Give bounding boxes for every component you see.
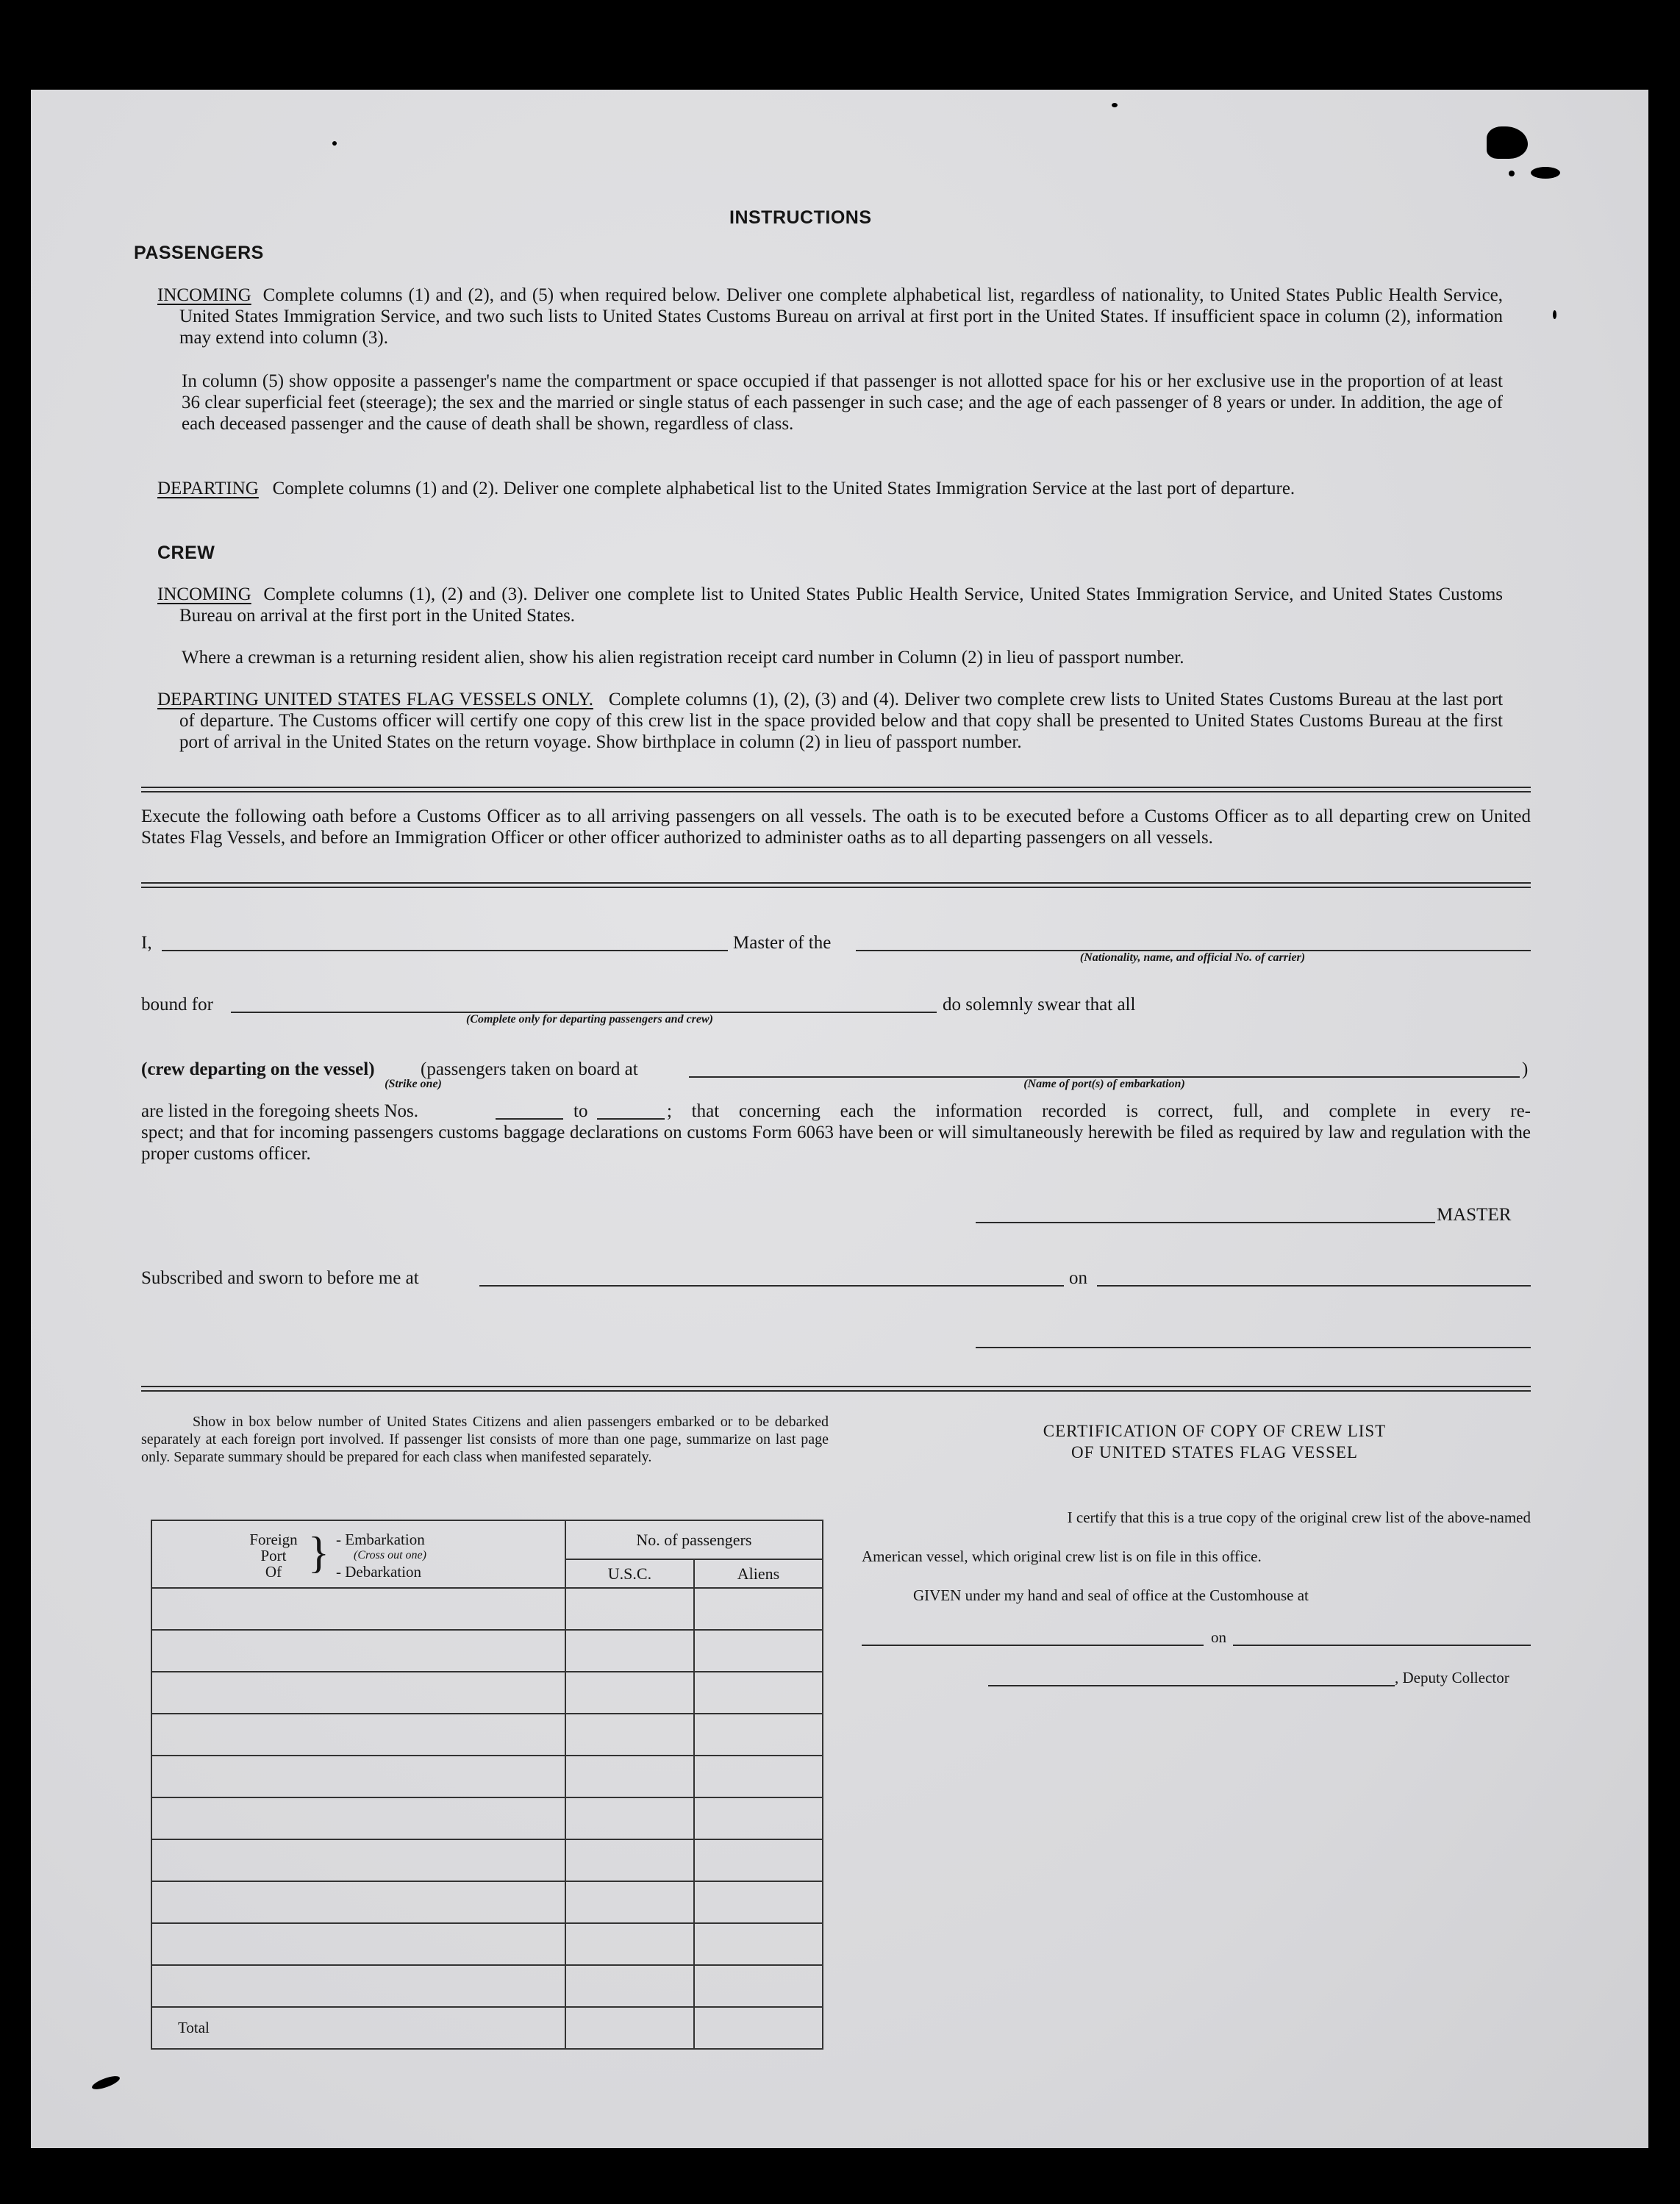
ink-blot xyxy=(1487,126,1528,159)
usc-cell[interactable] xyxy=(565,1965,694,2007)
certification-title-line2: OF UNITED STATES FLAG VESSEL xyxy=(1071,1443,1358,1461)
given-line: GIVEN under my hand and seal of office at the Customhouse at xyxy=(913,1586,1309,1604)
passengers-heading: PASSENGERS xyxy=(134,243,264,263)
ink-speck xyxy=(1553,310,1556,319)
crew-heading: CREW xyxy=(157,543,215,563)
subscribed-label: Subscribed and sworn to before me at xyxy=(141,1268,419,1288)
listed-rest: spect; and that for incoming passengers customs baggage declarations on customs Form 6063 have been or will simultaneously herewith be filed as required by law and regulation with the proper customs officer. xyxy=(141,1123,1531,1164)
port-cell[interactable] xyxy=(151,1672,565,1714)
usc-header: U.S.C. xyxy=(565,1559,694,1588)
oath-instructions: Execute the following oath before a Customs Officer as to all arriving passengers on all vessels. The oath is to be executed before a Customs Officer as to all departing crew on United States Flag Vessels, and before an Immigration Officer or other officer authorized to administer oaths as to all departing passengers on all vessels. xyxy=(141,806,1531,848)
to-label: to xyxy=(573,1101,588,1121)
crewman-paragraph: Where a crewman is a returning resident alien, show his alien registration receipt card number in Column (2) in lieu of passport number. xyxy=(182,648,1184,668)
aliens-cell[interactable] xyxy=(694,1797,823,1839)
port-cell[interactable] xyxy=(151,1839,565,1881)
aliens-total-cell[interactable] xyxy=(694,2007,823,2049)
crew-incoming-label: INCOMING xyxy=(157,584,251,604)
certification-title xyxy=(906,1420,1523,1463)
listed-prefix: are listed in the foregoing sheets Nos. xyxy=(141,1101,418,1121)
divider xyxy=(141,1386,1531,1392)
listed-suffix: ; that concerning each the information recorded is correct, full, and complete in every re- xyxy=(667,1101,1531,1121)
usc-cell[interactable] xyxy=(565,1839,694,1881)
port-cell[interactable] xyxy=(151,1756,565,1797)
ink-speck xyxy=(1509,171,1515,176)
ink-speck xyxy=(332,141,337,146)
usc-cell[interactable] xyxy=(565,1923,694,1965)
aliens-cell[interactable] xyxy=(694,1923,823,1965)
customhouse-field[interactable] xyxy=(862,1645,1204,1646)
oath-i-label: I, xyxy=(141,933,152,953)
port-cell[interactable] xyxy=(151,1923,565,1965)
port-cell[interactable] xyxy=(151,1588,565,1630)
instructions-title: INSTRUCTIONS xyxy=(729,207,872,228)
port-cell[interactable] xyxy=(151,1797,565,1839)
column5-paragraph: In column (5) show opposite a passenger's name the compartment or space occupied if that passenger is not allotted space for his or her exclusive use in the proportion of at least 36 clear superficial feet (steerage); the sex and the married or single status of each passenger in such case; and the age of each passenger of 8 years or under. In addition, the age of each deceased passenger and the cause of death shall be shown, regardless of class. xyxy=(182,371,1503,434)
total-label: Total xyxy=(151,2007,565,2049)
passengers-taken-option[interactable]: (passengers taken on board at xyxy=(421,1059,638,1079)
carrier-hint: (Nationality, name, and official No. of carrier) xyxy=(1079,951,1306,964)
aliens-cell[interactable] xyxy=(694,1839,823,1881)
aliens-cell[interactable] xyxy=(694,1588,823,1630)
certification-title-line1: CERTIFICATION OF COPY OF CREW LIST xyxy=(1043,1422,1387,1440)
aliens-cell[interactable] xyxy=(694,1965,823,2007)
listed-line xyxy=(141,1101,418,1122)
debarkation-option[interactable]: - Debarkation xyxy=(336,1563,422,1581)
strike-hint: (Strike one) xyxy=(385,1078,442,1090)
foreign-port-header xyxy=(151,1520,565,1588)
departing-label: DEPARTING xyxy=(157,479,259,498)
usc-cell[interactable] xyxy=(565,1672,694,1714)
usc-cell[interactable] xyxy=(565,1756,694,1797)
port-label: Port xyxy=(260,1547,287,1564)
crew-departing-option[interactable] xyxy=(141,1059,375,1080)
bound-for-label: bound for xyxy=(141,995,213,1015)
usc-cell[interactable] xyxy=(565,1797,694,1839)
usc-total-cell[interactable] xyxy=(565,2007,694,2049)
ink-blot xyxy=(1531,167,1560,179)
port-cell[interactable] xyxy=(151,1965,565,2007)
sheet-to-field[interactable] xyxy=(597,1118,665,1120)
master-name-field[interactable] xyxy=(162,950,728,951)
divider xyxy=(141,787,1531,792)
crew-departing-bold: (crew departing on the vessel) xyxy=(141,1059,375,1079)
aliens-cell[interactable] xyxy=(694,1714,823,1756)
sworn-date-field[interactable] xyxy=(1097,1285,1531,1287)
sheet-from-field[interactable] xyxy=(496,1118,563,1120)
aliens-cell[interactable] xyxy=(694,1756,823,1797)
port-cell[interactable] xyxy=(151,1881,565,1923)
departing-flag-label: DEPARTING UNITED STATES FLAG VESSELS ONLY. xyxy=(157,690,593,709)
embark-debark-options xyxy=(336,1531,426,1580)
usc-cell[interactable] xyxy=(565,1881,694,1923)
deputy-collector-label: , Deputy Collector xyxy=(1395,1669,1509,1686)
deputy-signature-field[interactable] xyxy=(988,1685,1395,1686)
sworn-place-field[interactable] xyxy=(479,1285,1064,1287)
brace-icon: } xyxy=(308,1528,329,1577)
port-cell[interactable] xyxy=(151,1630,565,1672)
embarkation-option[interactable]: - Embarkation xyxy=(336,1531,425,1548)
of-label: Of xyxy=(265,1563,282,1581)
divider xyxy=(141,882,1531,888)
certification-date-field[interactable] xyxy=(1233,1645,1531,1646)
master-signature-field[interactable] xyxy=(976,1222,1435,1223)
aliens-cell[interactable] xyxy=(694,1881,823,1923)
no-of-passengers-header: No. of passengers xyxy=(565,1520,823,1559)
passenger-summary-table xyxy=(151,1520,823,2050)
incoming-text: Complete columns (1) and (2), and (5) when required below. Deliver one complete alphabetical list, regardless of nationality, to United States Public Health Service, United States Immigration Service, and two such lists to United States Customs Bureau on arrival at first port in the United States. If insufficient space in column (2), information may extend into column (3). xyxy=(179,285,1504,348)
sworn-on-label: on xyxy=(1069,1268,1087,1288)
usc-cell[interactable] xyxy=(565,1714,694,1756)
departing-text: Complete columns (1) and (2). Deliver one complete alphabetical list to the United States Immigration Service at the last port of departure. xyxy=(272,479,1295,498)
master-of-the-label: Master of the xyxy=(733,933,832,953)
foreign-label: Foreign xyxy=(249,1531,298,1548)
summary-instructions: Show in box below number of United States Citizens and alien passengers embarked or to be debarked separately at each foreign port involved. If passenger list consists of more than one page, summarize on last page only. Separate summary should be prepared for each class when manifested separately. xyxy=(141,1414,829,1465)
crew-incoming-text: Complete columns (1), (2) and (3). Deliver one complete list to United States Public Health Service, United States Immigration Service, and United States Customs Bureau on arrival at the first port in the United States. xyxy=(179,584,1504,626)
aliens-cell[interactable] xyxy=(694,1672,823,1714)
close-paren: ) xyxy=(1522,1059,1529,1079)
passengers-incoming-paragraph xyxy=(157,285,1503,348)
aliens-cell[interactable] xyxy=(694,1630,823,1672)
bound-hint: (Complete only for departing passengers and crew) xyxy=(466,1013,713,1026)
master-label: MASTER xyxy=(1437,1205,1512,1225)
port-cell[interactable] xyxy=(151,1714,565,1756)
usc-cell[interactable] xyxy=(565,1588,694,1630)
incoming-label: INCOMING xyxy=(157,285,251,305)
departing-flag-paragraph xyxy=(157,689,1503,753)
aliens-header: Aliens xyxy=(694,1559,823,1588)
ports-hint: (Name of port(s) of embarkation) xyxy=(1023,1078,1185,1090)
officer-signature-field[interactable] xyxy=(976,1347,1531,1348)
certification-on-label: on xyxy=(1211,1628,1226,1646)
certify-line2: American vessel, which original crew list is on file in this office. xyxy=(862,1548,1262,1565)
certify-line1: I certify that this is a true copy of the original crew list of the above-named xyxy=(1067,1509,1531,1526)
cross-out-hint: (Cross out one) xyxy=(354,1549,426,1561)
passengers-departing-paragraph xyxy=(157,478,1503,499)
ink-speck xyxy=(90,2074,121,2092)
swear-text: do solemnly swear that all xyxy=(943,995,1136,1015)
ink-speck xyxy=(1112,103,1118,107)
departing-flag-text: Complete columns (1), (2), (3) and (4). Deliver two complete crew lists to United States Customs Bureau at the last port of departure. The Customs officer will certify one copy of this crew list in the space provided below and that copy shall be presented to United States Customs Bureau at the first port of arrival in the United States on the return voyage. Show birthplace in column (2) in lieu of passport number. xyxy=(179,690,1504,752)
foreign-port-of-label xyxy=(240,1531,307,1580)
form-sheet xyxy=(31,90,1648,2148)
crew-incoming-paragraph xyxy=(157,584,1503,626)
usc-cell[interactable] xyxy=(565,1630,694,1672)
